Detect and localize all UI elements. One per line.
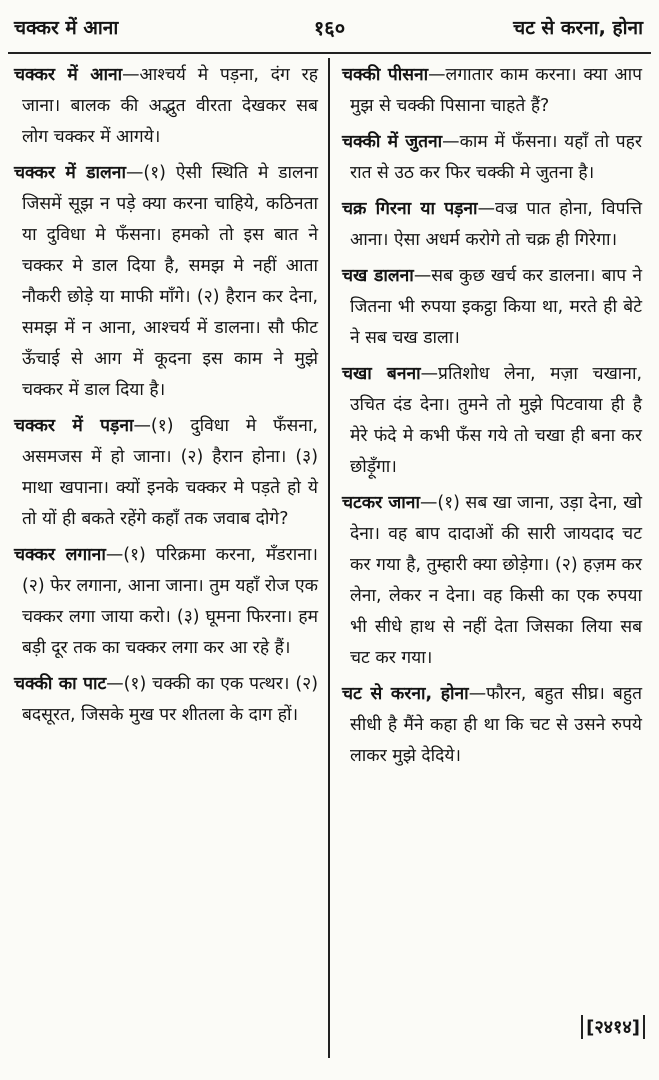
dictionary-entry [342, 194, 642, 256]
headword: चख डालना [342, 266, 414, 286]
headword: चक्कर में डालना [14, 163, 126, 183]
dictionary-entry [342, 261, 642, 354]
definition: —(१) सब खा जाना, उड़ा देना, खो देना। वह बाप दादाओं की सारी जायदाद चट कर गया है, तुम्हारी क्या छोड़ेगा। (२) हज़म कर लेना, लेकर न देना। वह किसी का एक रुपया भी सीधे हाथ से नहीं देता जिसका लिया सब चट कर गया। [350, 493, 642, 668]
dictionary-entry [14, 60, 318, 153]
headword: चक्कर लगाना [14, 545, 106, 565]
header-rule [8, 52, 651, 54]
headword: चक्की में जुतना [342, 132, 443, 152]
column-divider [328, 58, 330, 1058]
headword: चक्की का पाट [14, 674, 107, 694]
dictionary-entry [342, 679, 642, 772]
definition: —आश्चर्य मे पड़ना, दंग रह जाना। बालक की अद्भुत वीरता देखकर सब लोग चक्कर में आगये। [22, 65, 318, 147]
definition: —सब कुछ खर्च कर डालना। बाप ने जितना भी रुपया इकट्ठा किया था, मरते ही बेटे ने सब चख डाला। [350, 266, 642, 348]
dictionary-entry [14, 158, 318, 406]
definition: —(१) परिक्रमा करना, मँडराना। (२) फेर लगाना, आना जाना। तुम यहाँ रोज एक चक्कर लगा जाया करो। (३) घूमना फिरना। हम बड़ी दूर तक का चक्कर लगा कर आ रहे हैं। [22, 545, 318, 658]
definition: —(१) चक्की का एक पत्थर। (२) बदसूरत, जिसके मुख पर शीतला के दाग हों। [22, 674, 318, 725]
dictionary-entry [14, 411, 318, 535]
headword: चटकर जाना [342, 493, 420, 513]
running-head-right: चट से करना, होना [513, 17, 643, 39]
definition: —काम में फँसना। यहाँ तो पहर रात से उठ कर फिर चक्की मे जुतना है। [350, 132, 642, 183]
headword: चट से करना, होना [342, 684, 469, 704]
headword: चखा बनना [342, 364, 421, 384]
page-header [10, 14, 649, 48]
headword: चक्कर में आना [14, 65, 123, 85]
definition: —प्रतिशोध लेना, मज़ा चखाना, उचित दंड देना। तुमने तो मुझे पिटवाया ही है मेरे फंदे मे कभी फँस गये तो चखा ही बना कर छोड़ूँगा। [350, 364, 642, 477]
headword: चक्कर में पड़ना [14, 416, 134, 436]
dictionary-entry [342, 127, 642, 189]
running-head-left: चक्कर में आना [14, 17, 119, 39]
dictionary-entry [342, 488, 642, 674]
dictionary-entry [14, 669, 318, 731]
definition: —वज्र पात होना, विपत्ति आना। ऐसा अधर्म करोगे तो चक्र ही गिरेगा। [350, 199, 642, 250]
page-code: [२४१४] [581, 1015, 645, 1039]
definition: —फौरन, बहुत सीघ्र। बहुत सीधी है मैंने कहा ही था कि चट से उसने रुपये लाकर मुझे देदिये। [350, 684, 643, 766]
dictionary-entry [14, 540, 318, 664]
right-column [342, 60, 642, 777]
left-column [14, 60, 318, 736]
definition: —(१) ऐसी स्थिति मे डालना जिसमें सूझ न पड़े क्या करना चाहिये, कठिनता या दुविधा मे फँसना। हमको तो इस बात ने चक्कर मे डाल दिया है, समझ मे नहीं आता नौकरी छोड़े या माफी माँगे। (२) हैरान कर देना, समझ में न आना, आश्चर्य में डालना। सौ फीट ऊँचाई से आग में कूदना इस काम ने मुझे चक्कर में डाल दिया है। [22, 163, 318, 400]
dictionary-entry [342, 359, 642, 483]
headword: चक्की पीसना [342, 65, 429, 85]
definition: —लगातार काम करना। क्या आप मुझ से चक्की पिसाना चाहते हैं? [350, 65, 642, 116]
dictionary-entry [342, 60, 642, 122]
page-number: १६० [313, 16, 346, 40]
headword: चक्र गिरना या पड़ना [342, 199, 478, 219]
definition: —(१) दुविधा मे फँसना, असमजस में हो जाना। (२) हैरान होना। (३) माथा खपाना। क्यों इनके चक्कर मे पड़ते हो ये तो यों ही बकते रहेंगे कहाँ तक जवाब दोगे? [22, 416, 318, 529]
